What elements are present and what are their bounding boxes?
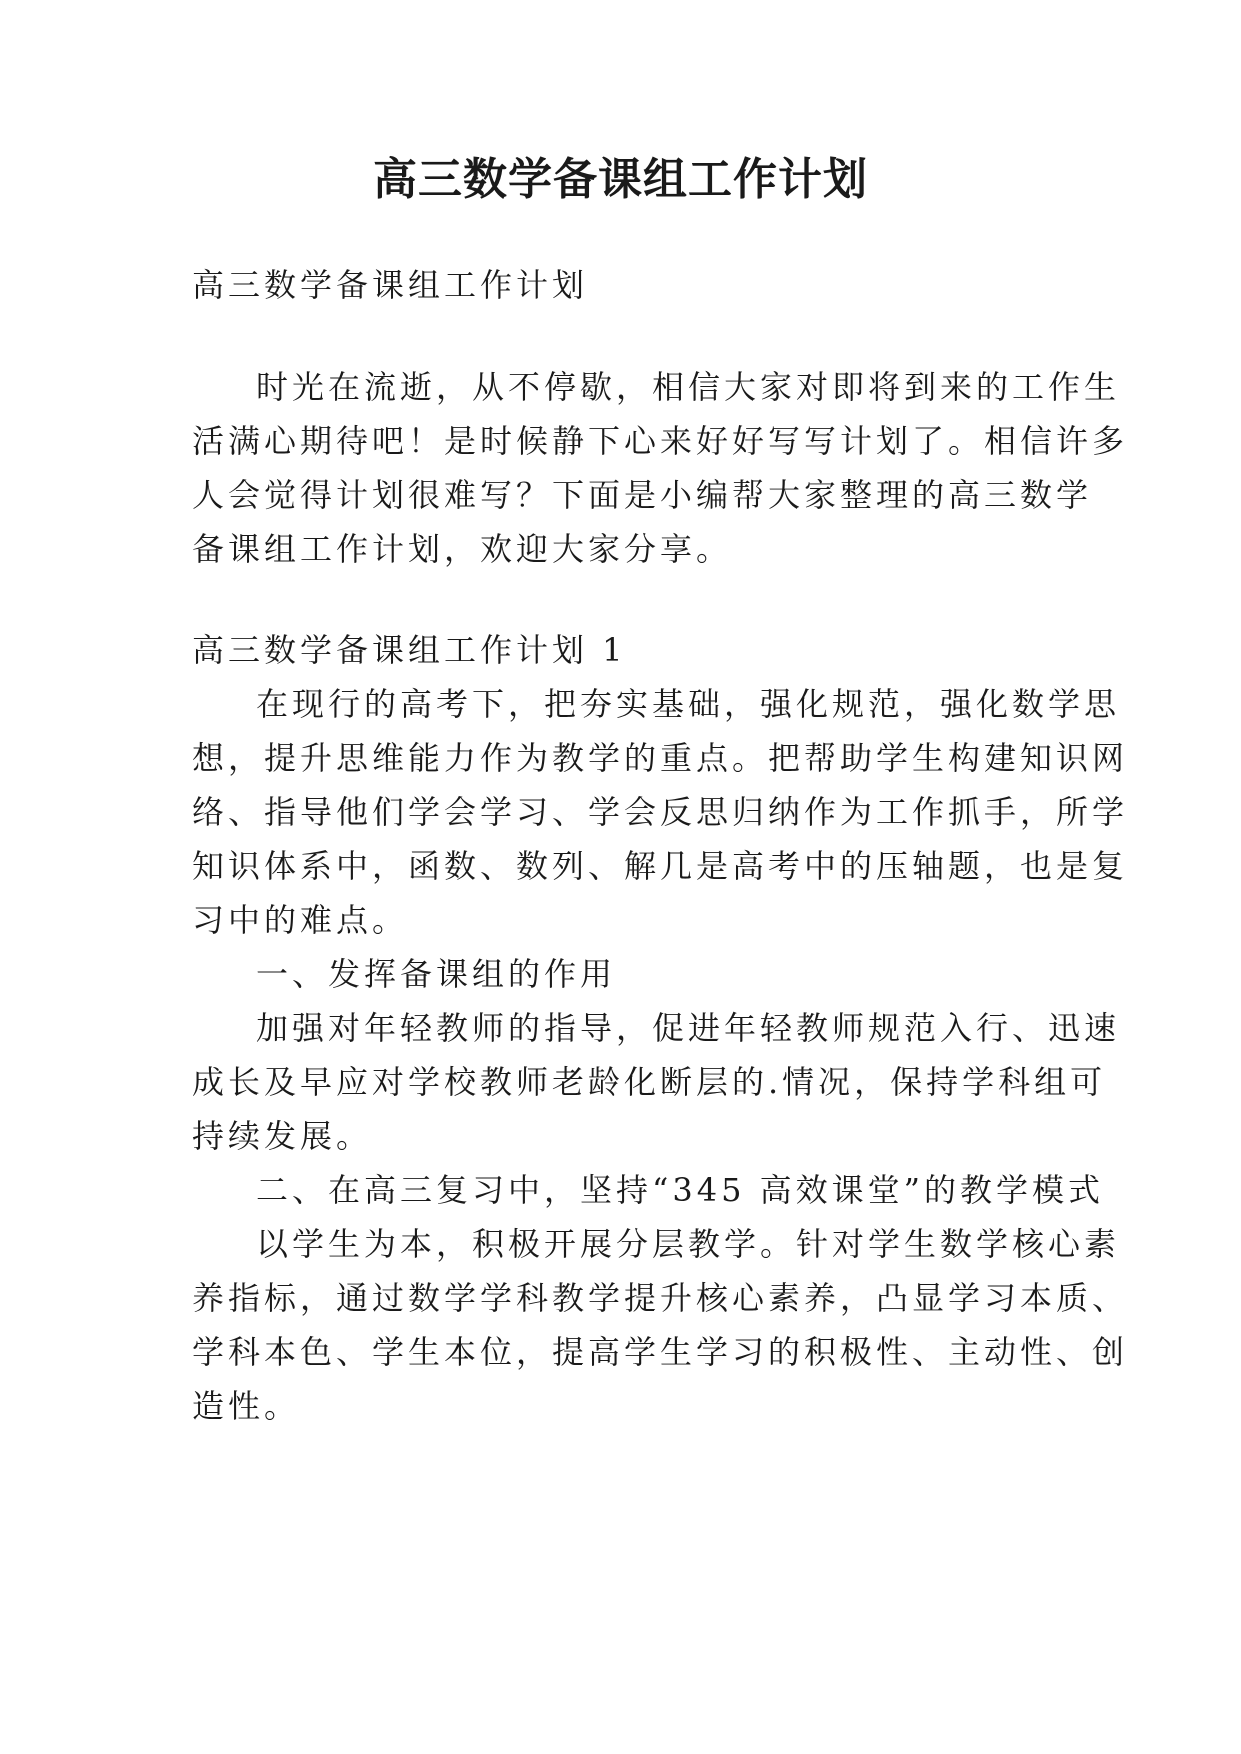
section1-line: 想，提升思维能力作为教学的重点。把帮助学生构建知识网 <box>192 739 1129 777</box>
document-subtitle: 高三数学备课组工作计划 <box>192 266 589 304</box>
point1-line: 加强对年轻教师的指导，促进年轻教师规范入行、迅速 <box>256 1009 1121 1047</box>
point2-line: 以学生为本，积极开展分层教学。针对学生数学核心素 <box>256 1225 1121 1263</box>
section1-line: 知识体系中，函数、数列、解几是高考中的压轴题，也是复 <box>192 847 1129 885</box>
intro-line: 备课组工作计划，欢迎大家分享。 <box>192 530 733 568</box>
point2-line: 造性。 <box>192 1387 301 1425</box>
document-title: 高三数学备课组工作计划 <box>373 154 868 205</box>
section1-line: 络、指导他们学会学习、学会反思归纳作为工作抓手，所学 <box>192 793 1129 831</box>
intro-line: 人会觉得计划很难写？下面是小编帮大家整理的高三数学 <box>192 476 1093 514</box>
section1-line: 习中的难点。 <box>192 901 409 939</box>
intro-line: 活满心期待吧！是时候静下心来好好写写计划了。相信许多 <box>192 422 1129 460</box>
point1-line: 成长及早应对学校教师老龄化断层的.情况，保持学科组可 <box>192 1063 1107 1101</box>
point2-line: 养指标，通过数学学科教学提升核心素养，凸显学习本质、 <box>192 1279 1129 1317</box>
section1-heading: 高三数学备课组工作计划 1 <box>192 631 627 669</box>
point1-line: 持续发展。 <box>192 1117 373 1155</box>
point1-heading: 一、发挥备课组的作用 <box>256 955 617 993</box>
section1-line: 在现行的高考下，把夯实基础，强化规范，强化数学思 <box>256 685 1121 723</box>
intro-line: 时光在流逝，从不停歇，相信大家对即将到来的工作生 <box>256 368 1121 406</box>
point2-line: 学科本色、学生本位，提高学生学习的积极性、主动性、创 <box>192 1333 1129 1371</box>
point2-heading: 二、在高三复习中，坚持“345 高效课堂”的教学模式 <box>256 1171 1104 1209</box>
